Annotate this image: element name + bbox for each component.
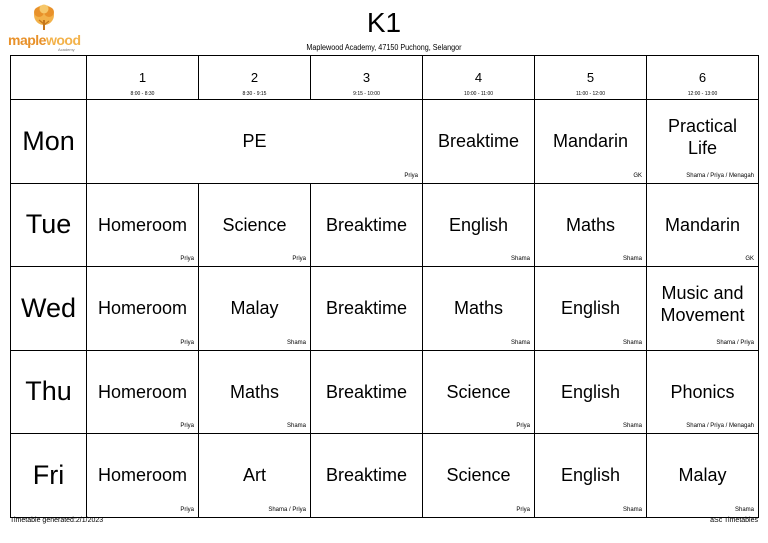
period-header [87, 56, 199, 100]
period-number: 1 [138, 70, 147, 85]
lesson-cell [423, 350, 535, 434]
lesson-subject: English [560, 381, 621, 402]
lesson-subject: Science [446, 465, 511, 486]
period-header-row [11, 56, 759, 100]
lesson-teacher: Shama / Priya [716, 339, 754, 346]
lesson-subject: Mandarin [664, 214, 741, 235]
period-header [199, 56, 311, 100]
lesson-cell [423, 267, 535, 351]
lesson-cell [311, 267, 423, 351]
day-row [11, 267, 759, 351]
lesson-teacher: Shama [622, 339, 642, 346]
school-address: Maplewood Academy, 47150 Puchong, Selangor [306, 43, 462, 52]
lesson-subject: Malay [678, 465, 727, 486]
lesson-cell [535, 350, 647, 434]
period-header [311, 56, 423, 100]
lesson-cell [647, 267, 759, 351]
lesson-subject: Homeroom [97, 381, 188, 402]
lesson-teacher: Shama [510, 256, 530, 262]
lesson-cell [535, 267, 647, 351]
lesson-subject: Music and Movement [660, 283, 745, 326]
lesson-cell [423, 434, 535, 518]
lesson-teacher: Priya [180, 506, 194, 513]
lesson-teacher: GK [633, 172, 642, 179]
lesson-subject: PE [242, 131, 267, 152]
lesson-cell [647, 434, 759, 518]
lesson-subject: Homeroom [97, 465, 188, 486]
lesson-subject: Homeroom [97, 214, 188, 235]
day-label: Tue [11, 183, 87, 267]
day-label: Wed [11, 267, 87, 351]
day-row [11, 183, 759, 267]
period-number: 4 [474, 70, 483, 85]
period-number: 5 [586, 70, 595, 85]
lesson-subject: Breaktime [325, 465, 408, 486]
period-number: 2 [250, 70, 259, 85]
day-label: Fri [11, 434, 87, 518]
logo-wordmark: maplewood [8, 32, 81, 48]
lesson-subject: Maths [229, 381, 280, 402]
day-label: Thu [11, 350, 87, 434]
lesson-cell [199, 267, 311, 351]
lesson-subject: Breaktime [325, 298, 408, 319]
day-row [11, 350, 759, 434]
lesson-cell [87, 434, 199, 518]
lesson-cell [87, 350, 199, 434]
lesson-cell [311, 434, 423, 518]
lesson-cell [647, 100, 759, 184]
lesson-teacher: Shama [622, 256, 642, 262]
lesson-teacher: Priya [180, 339, 194, 346]
lesson-cell [199, 434, 311, 518]
lesson-teacher: Shama / Priya / Menagah [686, 172, 754, 179]
lesson-subject: Science [222, 214, 287, 235]
period-header [535, 56, 647, 100]
lesson-cell [87, 267, 199, 351]
lesson-subject: Homeroom [97, 298, 188, 319]
lesson-cell [535, 434, 647, 518]
lesson-cell [87, 100, 423, 184]
period-time: 8:30 - 9:15 [242, 91, 267, 97]
lesson-subject: English [560, 298, 621, 319]
lesson-subject: English [448, 214, 509, 235]
lesson-teacher: Priya [180, 423, 194, 429]
lesson-subject: Malay [230, 298, 279, 319]
lesson-cell [199, 183, 311, 267]
logo-subtext: Academy [58, 47, 75, 52]
lesson-cell [311, 350, 423, 434]
lesson-cell [535, 183, 647, 267]
lesson-subject: Breaktime [325, 381, 408, 402]
period-time: 9:15 - 10:00 [353, 91, 380, 97]
lesson-subject: Breaktime [437, 131, 520, 152]
lesson-cell [535, 100, 647, 184]
lesson-cell [423, 183, 535, 267]
lesson-teacher: Priya [180, 256, 194, 262]
lesson-subject: Science [446, 381, 511, 402]
lesson-subject: Mandarin [552, 131, 629, 152]
lesson-cell [311, 183, 423, 267]
lesson-teacher: Priya [292, 256, 306, 262]
lesson-subject: Breaktime [325, 214, 408, 235]
lesson-subject: Maths [565, 214, 616, 235]
day-label: Mon [11, 100, 87, 184]
lesson-cell [647, 350, 759, 434]
lesson-teacher: Shama [734, 506, 754, 513]
lesson-teacher: Shama / Priya [268, 506, 306, 513]
day-row [11, 434, 759, 518]
period-time: 8:00 - 8:30 [130, 91, 155, 97]
page-title: K1 [366, 7, 402, 38]
software-credit: aSc Timetables [710, 517, 758, 524]
lesson-teacher: Shama [622, 423, 642, 429]
period-time: 11:00 - 12:00 [575, 91, 606, 97]
lesson-cell [423, 100, 535, 184]
lesson-subject: English [560, 465, 621, 486]
lesson-teacher: Shama [286, 423, 306, 429]
timetable [10, 55, 759, 518]
period-header [647, 56, 759, 100]
lesson-subject: Art [242, 465, 266, 486]
lesson-subject: Maths [453, 298, 504, 319]
lesson-subject: Phonics [670, 381, 735, 402]
lesson-teacher: Priya [516, 423, 530, 429]
period-time: 12:00 - 13:00 [687, 91, 718, 97]
period-header [423, 56, 535, 100]
generated-date: Timetable generated:2/1/2023 [10, 517, 104, 524]
lesson-cell [199, 350, 311, 434]
lesson-cell [647, 183, 759, 267]
lesson-teacher: Shama / Priya / Menagah [686, 423, 754, 429]
period-number: 6 [698, 70, 707, 85]
lesson-teacher: Priya [404, 172, 418, 179]
lesson-cell [87, 183, 199, 267]
lesson-teacher: Shama [622, 506, 642, 513]
period-time: 10:00 - 11:00 [463, 91, 494, 97]
lesson-teacher: Shama [286, 339, 306, 346]
day-row [11, 100, 759, 184]
lesson-teacher: Priya [516, 506, 530, 513]
period-number: 3 [362, 70, 371, 85]
lesson-subject: Practical Life [667, 116, 738, 159]
corner-cell [11, 56, 87, 100]
lesson-teacher: GK [745, 256, 754, 262]
lesson-teacher: Shama [510, 339, 530, 346]
